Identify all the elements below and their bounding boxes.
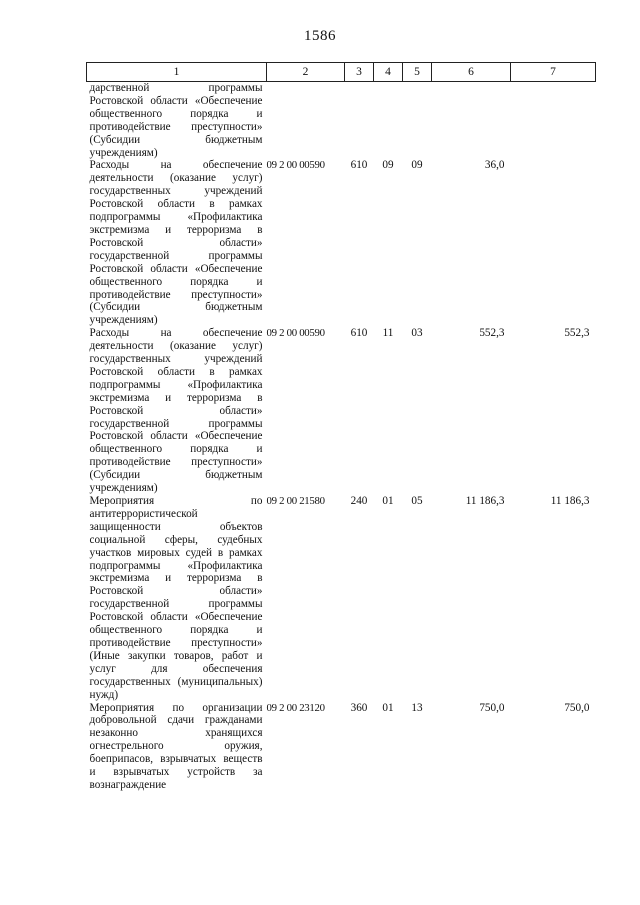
header-col-1: 1 — [87, 63, 267, 82]
row-col-4: 01 — [382, 701, 394, 714]
row-amount-7: 552,3 — [564, 327, 590, 340]
header-col-4: 4 — [374, 63, 403, 82]
row-col-4 — [374, 82, 403, 160]
row-amount-7 — [511, 159, 596, 327]
page-number: 1586 — [304, 28, 336, 44]
row-budget-code: 09 2 00 00590 — [266, 159, 325, 172]
table-row — [87, 495, 596, 702]
row-amount-7 — [511, 82, 596, 160]
row-col-4: 09 — [382, 159, 394, 172]
row-col-3 — [345, 82, 374, 160]
header-col-2: 2 — [267, 63, 345, 82]
table-row — [87, 702, 596, 792]
row-amount-7: 11 186,3 — [550, 495, 590, 507]
row-amount-6: 36,0 — [484, 159, 505, 172]
header-col-3: 3 — [345, 63, 374, 82]
row-description: Мероприятия по организации добровольной сдачи гражданами незаконно хранящихся огнестрельного оружия, боеприпасов, взрывчатых веществ и взрывчатых устройств за вознаграждение — [89, 701, 263, 791]
budget-table — [86, 62, 596, 792]
row-col-5: 13 — [411, 701, 423, 714]
row-amount-7: 750,0 — [564, 701, 590, 714]
row-amount-6 — [432, 82, 511, 160]
row-budget-code: 09 2 00 21580 — [266, 495, 325, 507]
header-col-5: 5 — [403, 63, 432, 82]
row-budget-code: 09 2 00 00590 — [266, 327, 325, 340]
row-col-4: 11 — [382, 327, 394, 340]
row-col-3: 360 — [350, 701, 368, 714]
table-row — [87, 159, 596, 327]
row-amount-6: 11 186,3 — [465, 495, 505, 507]
row-description: Мероприятия по антитеррористической защищенности объектов социальной сферы, судебных участков мировых судей в рамках подпрограммы «Профилактика экстремизма и терроризма в Ростовской области» государственной программы Ростовской области «Обеспечение общественного порядка и противодействие преступности» (Иные закупки товаров, работ и услуг для обеспечения государственных (муниципальных) нужд) — [89, 495, 263, 701]
row-description: Расходы на обеспечение деятельности (оказание услуг) государственных учреждений Ростовской области в рамках подпрограммы «Профилактика экстремизма и терроризма в Ростовской области» государственной программы Ростовской области «Обеспечение общественного порядка и противодействие преступности» (Субсидии бюджетным учреждениям) — [89, 327, 263, 495]
row-amount-6: 552,3 — [479, 327, 505, 340]
row-description: Расходы на обеспечение деятельности (оказание услуг) государственных учреждений Ростовской области в рамках подпрограммы «Профилактика экстремизма и терроризма в Ростовской области» государственной программы Ростовской области «Обеспечение общественного порядка и противодействие преступности» (Субсидии бюджетным учреждениям) — [89, 159, 263, 327]
row-col-3: 610 — [350, 327, 368, 340]
table-header-row — [87, 63, 596, 82]
row-budget-code: 09 2 00 23120 — [266, 701, 325, 714]
row-amount-6: 750,0 — [479, 701, 505, 714]
table-row — [87, 82, 596, 160]
table-row — [87, 327, 596, 495]
header-col-7: 7 — [511, 63, 596, 82]
row-col-5: 05 — [411, 495, 423, 507]
row-description: дарственной программы Ростовской области «Обеспечение общественного порядка и противодействие преступности» (Субсидии бюджетным учреждениям) — [89, 82, 263, 159]
row-col-5: 09 — [411, 159, 423, 172]
row-budget-code — [267, 82, 345, 160]
row-col-5 — [403, 82, 432, 160]
row-col-5: 03 — [411, 327, 423, 340]
header-col-6: 6 — [432, 63, 511, 82]
row-col-4: 01 — [382, 495, 394, 507]
row-col-3: 240 — [350, 495, 368, 507]
row-col-3: 610 — [350, 159, 368, 172]
